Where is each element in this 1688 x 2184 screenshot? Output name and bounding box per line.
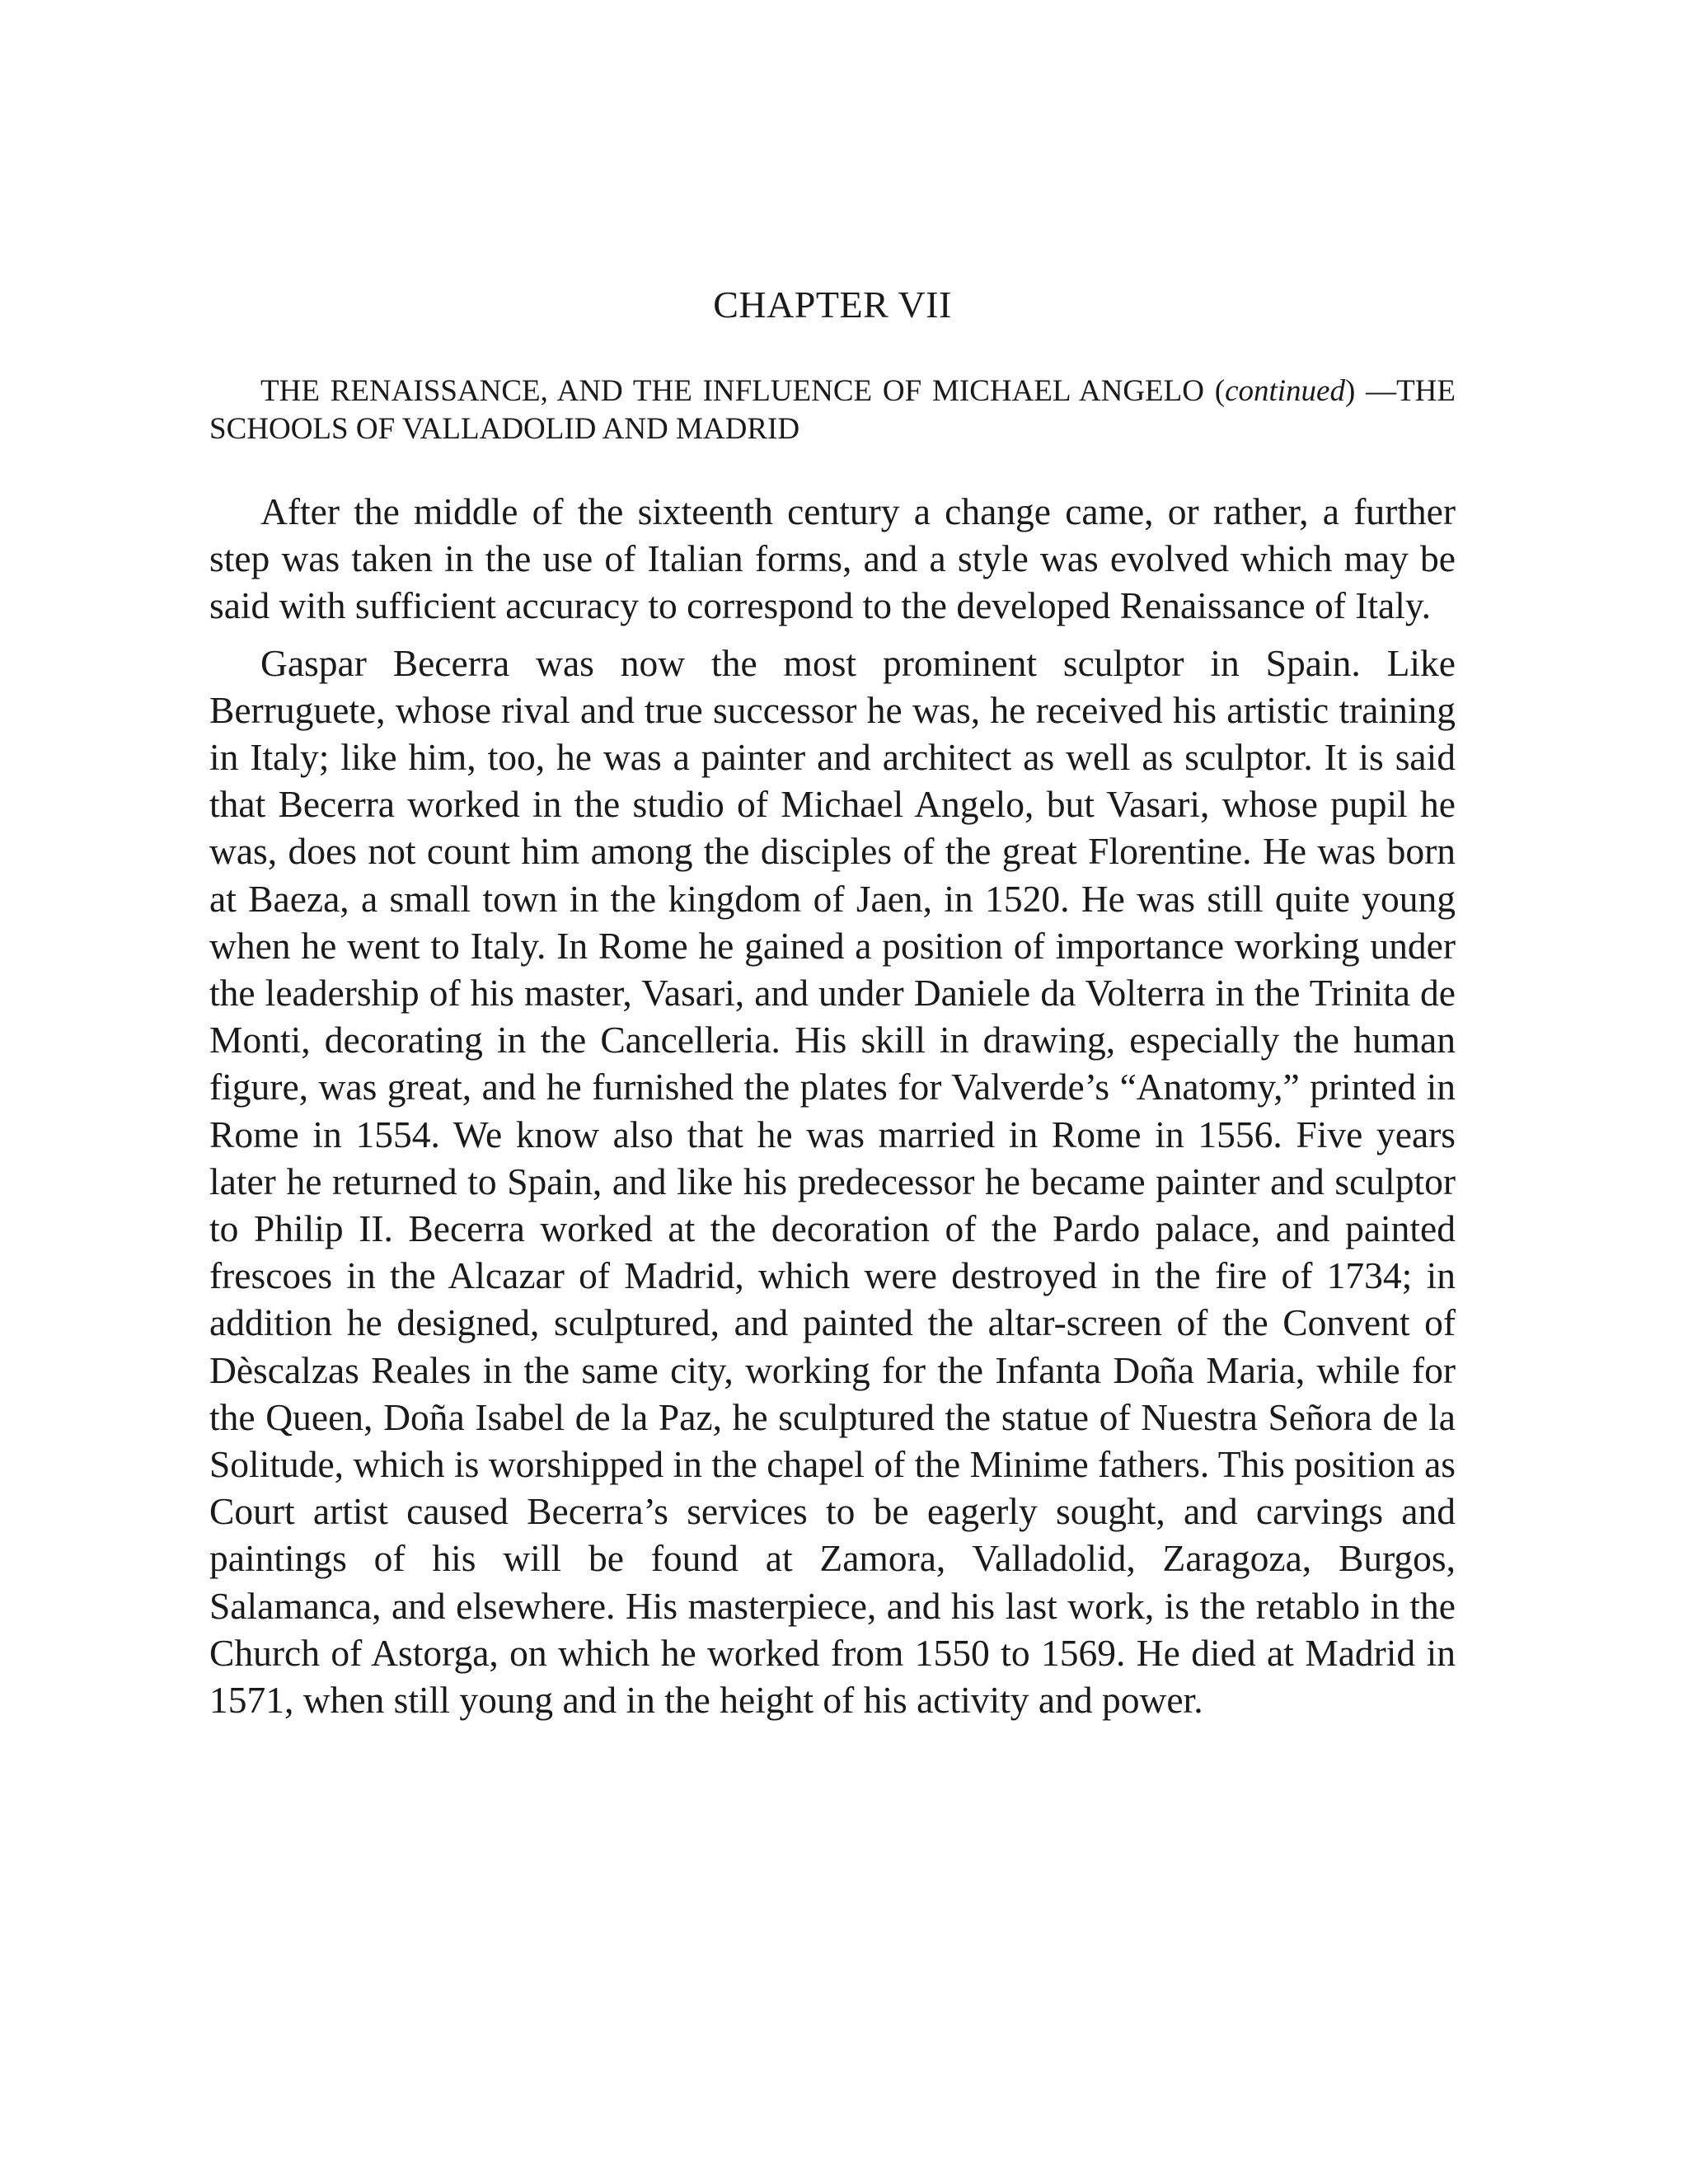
chapter-subtitle xyxy=(209,373,1456,448)
chapter-title: CHAPTER VII xyxy=(713,284,952,326)
paragraph-2: Gaspar Becerra was now the most prominent sculptor in Spain. Like Berruguete, whose rival and true successor he was, he received his artistic training in Italy; like him, too, he was a painter and architect as well as sculptor. It is said that Becerra worked in the studio of Michael Angelo, but Vasari, whose pupil he was, does not count him among the disciples of the great Florentine. He was born at Baeza, a small town in the kingdom of Jaen, in 1520. He was still quite young when he went to Italy. In Rome he gained a position of importance working under the leadership of his master, Vasari, and under Daniele da Volterra in the Trinita de Monti, decorating in the Cancelleria. His skill in drawing, especially the human figure, was great, and he furnished the plates for Valverde’s “Anatomy,” printed in Rome in 1554. We know also that he was married in Rome in 1556. Five years later he returned to Spain, and like his predecessor he became painter and sculptor to Philip II. Becerra worked at the decoration of the Pardo palace, and painted frescoes in the Alcazar of Madrid, which were destroyed in the fire of 1734; in addition he designed, sculptured, and painted the altar-screen of the Convent of Dèscalzas Reales in the same city, working for the Infanta Doña Maria, while for the Queen, Doña Isabel de la Paz, he sculptured the statue of Nuestra Señora de la Solitude, which is worshipped in the chapel of the Minime fathers. This position as Court artist caused Becerra’s services to be eagerly sought, and carvings and paintings of his will be found at Zamora, Valladolid, Zaragoza, Burgos, Salamanca, and elsewhere. His masterpiece, and his last work, is the retablo in the Church of Astorga, on which he worked from 1550 to 1569. He died at Madrid in 1571, when still young and in the height of his activity and power. xyxy=(209,641,1456,1722)
subtitle-text-after: ) —THE SCHOOLS OF VALLADOLID AND MADRID xyxy=(209,374,1456,446)
subtitle-italic-continued: continued xyxy=(1225,374,1345,408)
page-content xyxy=(209,280,1456,1723)
subtitle-text-before: THE RENAISSANCE, AND THE INFLUENCE OF MICHAEL ANGELO ( xyxy=(260,374,1226,408)
paragraph-1: After the middle of the sixteenth century a change came, or rather, a further step was taken in the use of Italian forms, and a style was evolved which may be said with sufficient accuracy to correspond to the developed Renaissance of Italy. xyxy=(209,490,1456,627)
